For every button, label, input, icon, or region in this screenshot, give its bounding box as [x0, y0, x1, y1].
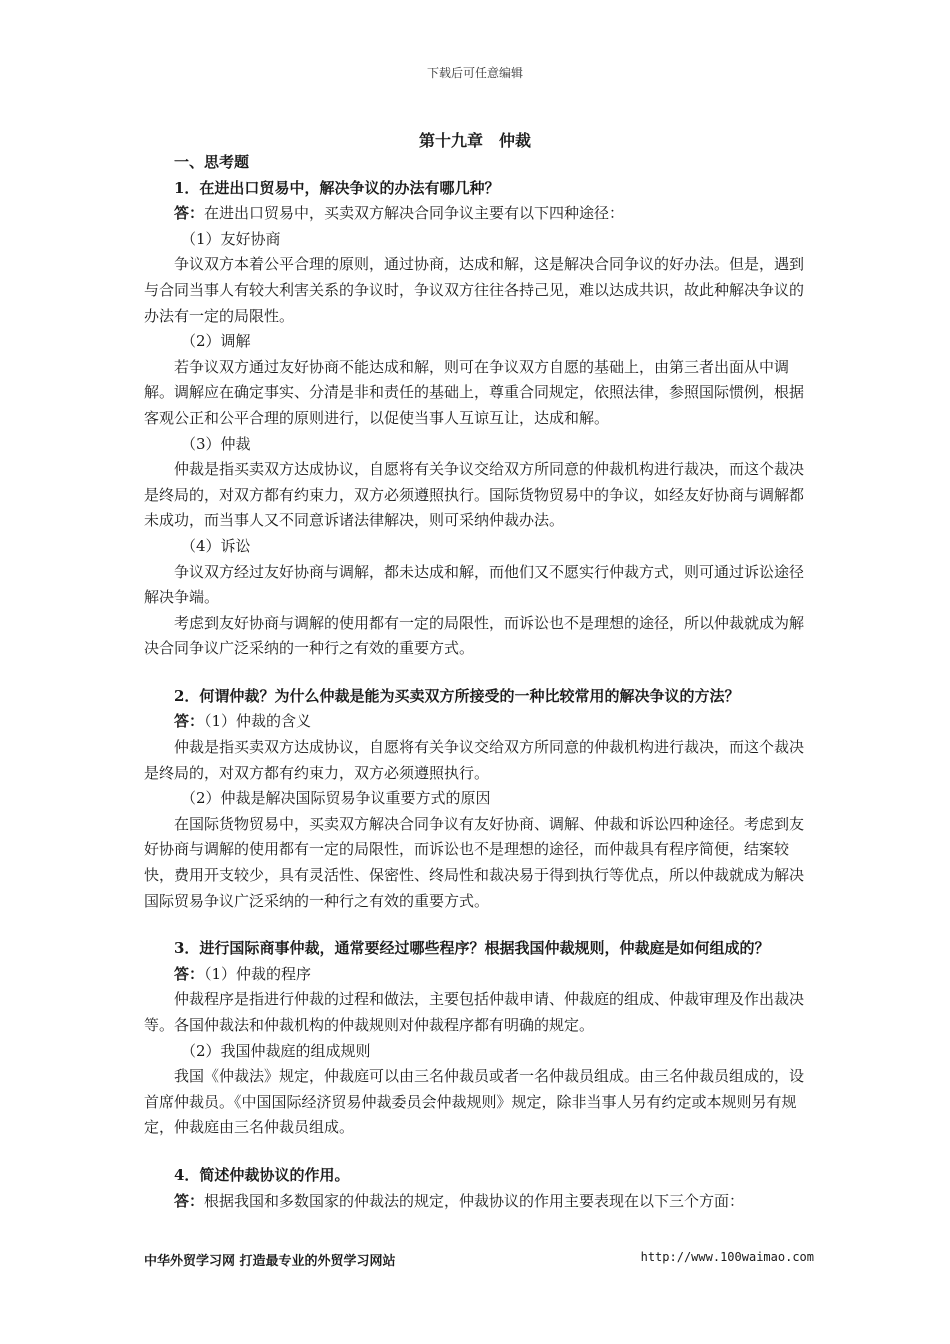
q1-item3-text: 仲裁是指买卖双方达成协议，自愿将有关争议交给双方所同意的仲裁机构进行裁决，而这个裁决是终局的，对双方都有约束力，双方必须遵照执行。国际货物贸易中的争议，如经友好协商与调解都未成功，而当事人又不同意诉诸法律解决，则可采纳仲裁办法。: [144, 460, 805, 530]
question-2: 2．何谓仲裁？为什么仲裁是能为买卖双方所接受的一种比较常用的解决争议的方法？: [174, 686, 740, 705]
answer-label: 答：: [174, 712, 205, 731]
q2-item2-title: （2）仲裁是解决国际贸易争议重要方式的原因: [181, 789, 491, 808]
answer-label: 答：: [174, 1191, 205, 1210]
q1-item4-text: 争议双方经过友好协商与调解，都未达成和解，而他们又不愿实行仲裁方式，则可通过诉讼途径解决争端。: [144, 562, 805, 607]
q2-item1-title: （1）仲裁的含义: [204, 712, 312, 731]
q2-item2-text: 在国际货物贸易中，买卖双方解决合同争议有友好协商、调解、仲裁和诉讼四种途径。考虑到友好协商与调解的使用都有一定的局限性，而诉讼也不是理想的途径，而仲裁具有程序简便，结案较快，费用开支较少，具有灵活性、保密性、终局性和裁决易于得到执行等优点，所以仲裁就成为解决国际贸易争议广泛采纳的一种行之有效的重要方式。: [144, 814, 805, 910]
q3-item1-text: 仲裁程序是指进行仲裁的过程和做法，主要包括仲裁申请、仲裁庭的组成、仲裁审理及作出裁决等。各国仲裁法和仲裁机构的仲裁规则对仲裁程序都有明确的规定。: [144, 990, 805, 1034]
question-1: 1．在进出口贸易中，解决争议的办法有哪几种？: [174, 178, 500, 197]
answer-label: 答：: [174, 964, 205, 983]
footer-url-link[interactable]: http://www.100waimao.com: [640, 1250, 814, 1264]
q1-item1-text: 争议双方本着公平合理的原则，通过协商，达成和解，这是解决合同争议的好办法。但是，遇到与合同当事人有较大利害关系的争议时，争议双方往往各持己见，难以达成共识，故此种解决争议的办法有一定的局限性。: [144, 255, 805, 325]
q1-item2-title: （2）调解: [181, 332, 251, 351]
answer-1-intro: [144, 201, 814, 227]
q3-item1-title: （1）仲裁的程序: [204, 964, 312, 983]
q1-item4-title: （4）诉讼: [181, 536, 251, 555]
q1-item2-text: 若争议双方通过友好协商不能达成和解，则可在争议双方自愿的基础上，由第三者出面从中调解。调解应在确定事实、分清是非和责任的基础上，尊重合同规定，依照法律，参照国际惯例，根据客观公正和公平合理的原则进行，以促使当事人互谅互让，达成和解。: [144, 357, 805, 427]
spacer: [144, 914, 814, 936]
spacer: [144, 662, 814, 684]
chapter-title: 第十九章 仲裁: [418, 131, 531, 150]
question-3: 3．进行国际商事仲裁，通常要经过哪些程序？根据我国仲裁规则，仲裁庭是如何组成的？: [174, 939, 770, 958]
header-note: 下载后可任意编辑: [426, 66, 523, 80]
q3-item2-title: （2）我国仲裁庭的组成规则: [181, 1041, 371, 1060]
q1-item3-title: （3）仲裁: [181, 434, 251, 453]
q2-item1-text: 仲裁是指买卖双方达成协议，自愿将有关争议交给双方所同意的仲裁机构进行裁决，而这个裁决是终局的，对双方都有约束力，双方必须遵照执行。: [144, 738, 805, 782]
question-4: 4．简述仲裁协议的作用。: [174, 1165, 350, 1184]
document-body: [144, 150, 814, 1214]
answer-text: 根据我国和多数国家的仲裁法的规定，仲裁协议的作用主要表现在以下三个方面：: [204, 1191, 745, 1210]
section-heading: 一、思考题: [174, 153, 250, 171]
q3-item2-text: 我国《仲裁法》规定，仲裁庭可以由三名仲裁员或者一名仲裁员组成。由三名仲裁员组成的，设首席仲裁员。《中国国际经济贸易仲裁委员会仲裁规则》规定，除非当事人另有约定或本规则另有规定，仲裁庭由三名仲裁员组成。: [144, 1067, 805, 1137]
q1-conclusion: 考虑到友好协商与调解的使用都有一定的局限性，而诉讼也不是理想的途径，所以仲裁就成为解决合同争议广泛采纳的一种行之有效的重要方式。: [144, 613, 805, 658]
answer-label: 答：: [174, 204, 205, 223]
footer-site-name: 中华外贸学习网 打造最专业的外贸学习网站: [144, 1254, 396, 1269]
answer-4-text: [144, 1189, 814, 1215]
q1-item1-title: （1）友好协商: [181, 229, 281, 248]
spacer: [144, 1141, 814, 1163]
answer-2-intro: [144, 709, 814, 735]
answer-3-intro: [144, 962, 814, 988]
answer-text: 在进出口贸易中，买卖双方解决合同争议主要有以下四种途径：: [204, 204, 625, 223]
